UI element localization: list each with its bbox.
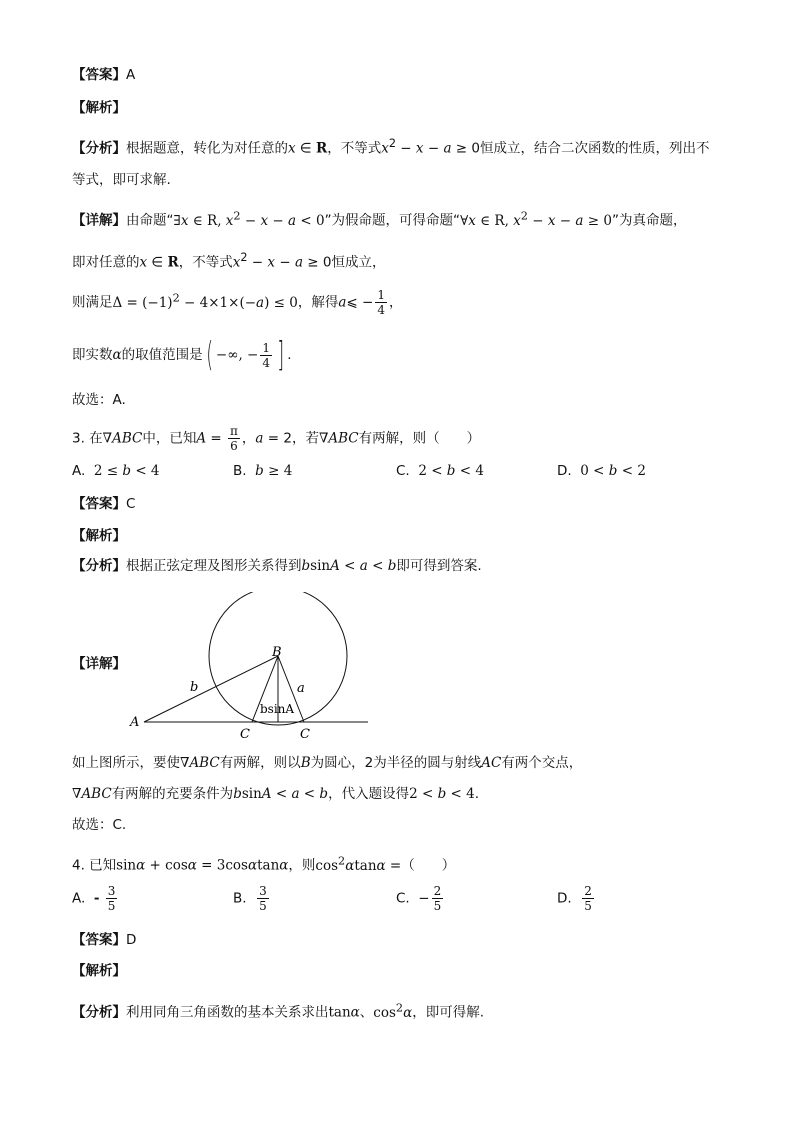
- answer-tag: 【答案】: [72, 67, 126, 83]
- text: 3. 在: [72, 430, 103, 447]
- q3-detail-line2: ∇ABC有两解的充要条件为bsinA < a < b，代入题设得2 < b < 4.: [72, 786, 479, 802]
- q3-fenxi: 【分析】根据正弦定理及图形关系得到bsinA < a < b即可得到答案.: [72, 558, 482, 574]
- fenxi-tag: 【分析】: [72, 1004, 126, 1021]
- label-B: B: [272, 645, 282, 660]
- q2-choose: 故选：A.: [72, 392, 126, 408]
- q4-option-b: B. $\frac{3}{5}$: [233, 884, 267, 913]
- q4-answer-line: [72, 930, 136, 950]
- q4-option-a: A. - $\frac{3}{5}$: [72, 884, 116, 913]
- option-label: B.: [233, 890, 247, 907]
- option-label: B.: [233, 463, 247, 479]
- text: ，则: [288, 857, 316, 874]
- triangle-circle-figure: [124, 592, 384, 742]
- text: 恒成立，结合二次函数的性质，列出不: [479, 140, 710, 157]
- option-label: C.: [396, 890, 410, 907]
- text: ，: [241, 430, 256, 447]
- text: 即可得到答案.: [396, 558, 482, 574]
- text: ，不等式: [327, 140, 382, 157]
- label-bsinA: bsinA: [260, 702, 295, 716]
- text: .: [287, 347, 292, 363]
- text: ，: [388, 294, 403, 311]
- text: 根据正弦定理及图形关系得到: [126, 558, 302, 574]
- q2-fenxi-line1: 【分析】根据题意，转化为对任意的x ∈ R，不等式$x^2 - x - a \ge 0$恒成立，结合二次函数的性质，列出不: [72, 137, 710, 157]
- q3-answer-line: [72, 494, 135, 514]
- q3-option-c: C. 2 < b < 4: [396, 463, 484, 479]
- text: 中，已知: [142, 430, 197, 447]
- text: 根据题意，转化为对任意的: [126, 140, 288, 157]
- answer-value: C: [126, 496, 136, 512]
- text: 恒成立，: [331, 254, 386, 271]
- q2-answer-line: [72, 65, 135, 85]
- text: 如上图所示，要使: [72, 755, 180, 771]
- text: ，不等式: [178, 254, 233, 271]
- label-C1: C: [240, 727, 250, 742]
- q3-detail-line1: 如上图所示，要使∇ABC有两解，则以B为圆心，2为半径的圆与射线AC有两个交点，: [72, 755, 583, 771]
- text: ”为假命题，可得命题“: [324, 212, 461, 229]
- option-label: A.: [72, 890, 86, 907]
- text: 有两个交点，: [501, 755, 583, 771]
- answer-tag: 【答案】: [72, 932, 126, 948]
- label-b: b: [190, 680, 199, 695]
- text: 由命题“: [126, 212, 174, 229]
- q3-analysis-tag: 【解析】: [72, 528, 126, 544]
- answer-value: D: [126, 932, 137, 948]
- text: 、: [359, 1004, 374, 1021]
- q2-analysis-tag: 【解析】: [72, 100, 126, 116]
- text: ，代入题设得: [328, 786, 410, 802]
- label-A: A: [130, 715, 140, 730]
- q4-stem: 4. 已知sinα + cosα = 3cosαtanα，则$\cos^2\alpha\tan\alpha$ =（ ）: [72, 854, 456, 874]
- label-C2: C: [300, 727, 310, 742]
- q2-xiangjie-line2: 即对任意的x ∈ R，不等式$x^2 - x - a \ge 0$恒成立，: [72, 251, 386, 271]
- q2-xiangjie-line1: 【详解】由命题“∃x ∈ R, $x^2 - x - a < 0$”为假命题，可得命题“∀x ∈ R, $x^2 - x - a \ge 0$”为真命题，: [72, 209, 687, 229]
- text: 4. 已知: [72, 857, 117, 874]
- q4-option-d: D. $\frac{2}{5}$: [557, 884, 592, 913]
- q3-stem: 3. 在∇ABC中，已知A = $\frac{\pi}{6}$ ，a = 2，若∇ABC有两解，则（ ）: [72, 424, 481, 453]
- text: 则满足: [72, 294, 113, 311]
- text: 利用同角三角函数的基本关系求出: [126, 1004, 329, 1021]
- fenxi-tag: 【分析】: [72, 140, 126, 157]
- option-label: D.: [557, 463, 572, 479]
- text: ，解得: [297, 294, 339, 311]
- text: ”为真命题，: [611, 212, 687, 229]
- text: 有两解，则以: [219, 755, 301, 771]
- q4-option-c: C. − $\frac{2}{5}$: [396, 884, 442, 913]
- text: ，即可得解.: [412, 1004, 485, 1021]
- text: ，若: [291, 430, 319, 447]
- option-label: C.: [396, 463, 410, 479]
- text: 为圆心，2为半径的圆与射线: [310, 755, 482, 771]
- text: （ ）: [401, 857, 456, 874]
- label-a: a: [297, 681, 305, 696]
- text: 的取值范围是: [121, 347, 203, 363]
- q3-option-d: D. 0 < b < 2: [557, 463, 646, 479]
- answer-tag: 【答案】: [72, 496, 126, 512]
- q3-option-a: A. 2 ≤ b < 4: [72, 463, 160, 479]
- text: 有两解，则（ ）: [358, 430, 481, 447]
- text: 有两解的充要条件为: [111, 786, 234, 802]
- q2-xiangjie-line3: 则满足$\Delta = (-1)^2 - 4\times 1\times(-a) \le 0$，解得a⩽ − $\frac{1}{4}$ ，: [72, 288, 403, 317]
- option-label: A.: [72, 463, 86, 479]
- q3-choose: 故选：C.: [72, 817, 127, 833]
- q4-analysis-tag: 【解析】: [72, 963, 126, 979]
- text: 即实数: [72, 347, 113, 363]
- answer-value: A: [126, 67, 136, 83]
- q3-option-b: B. b ≥ 4: [233, 463, 293, 479]
- fenxi-tag: 【分析】: [72, 558, 126, 574]
- side-b: [144, 656, 278, 722]
- q4-fenxi: 【分析】利用同角三角函数的基本关系求出tanα、$\cos^2\alpha$，即可得解.: [72, 1001, 485, 1021]
- q2-xiangjie-line4: 即实数α的取值范围是( −∞, − $\frac{1}{4}$ ] .: [72, 335, 292, 375]
- text: .: [474, 786, 479, 802]
- option-label: D.: [557, 890, 572, 907]
- xiangjie-tag: 【详解】: [72, 212, 126, 229]
- q3-xiangjie-tag: 【详解】: [72, 656, 126, 672]
- text: 即对任意的: [72, 254, 140, 271]
- q2-fenxi-line2: 等式，即可求解.: [72, 172, 171, 188]
